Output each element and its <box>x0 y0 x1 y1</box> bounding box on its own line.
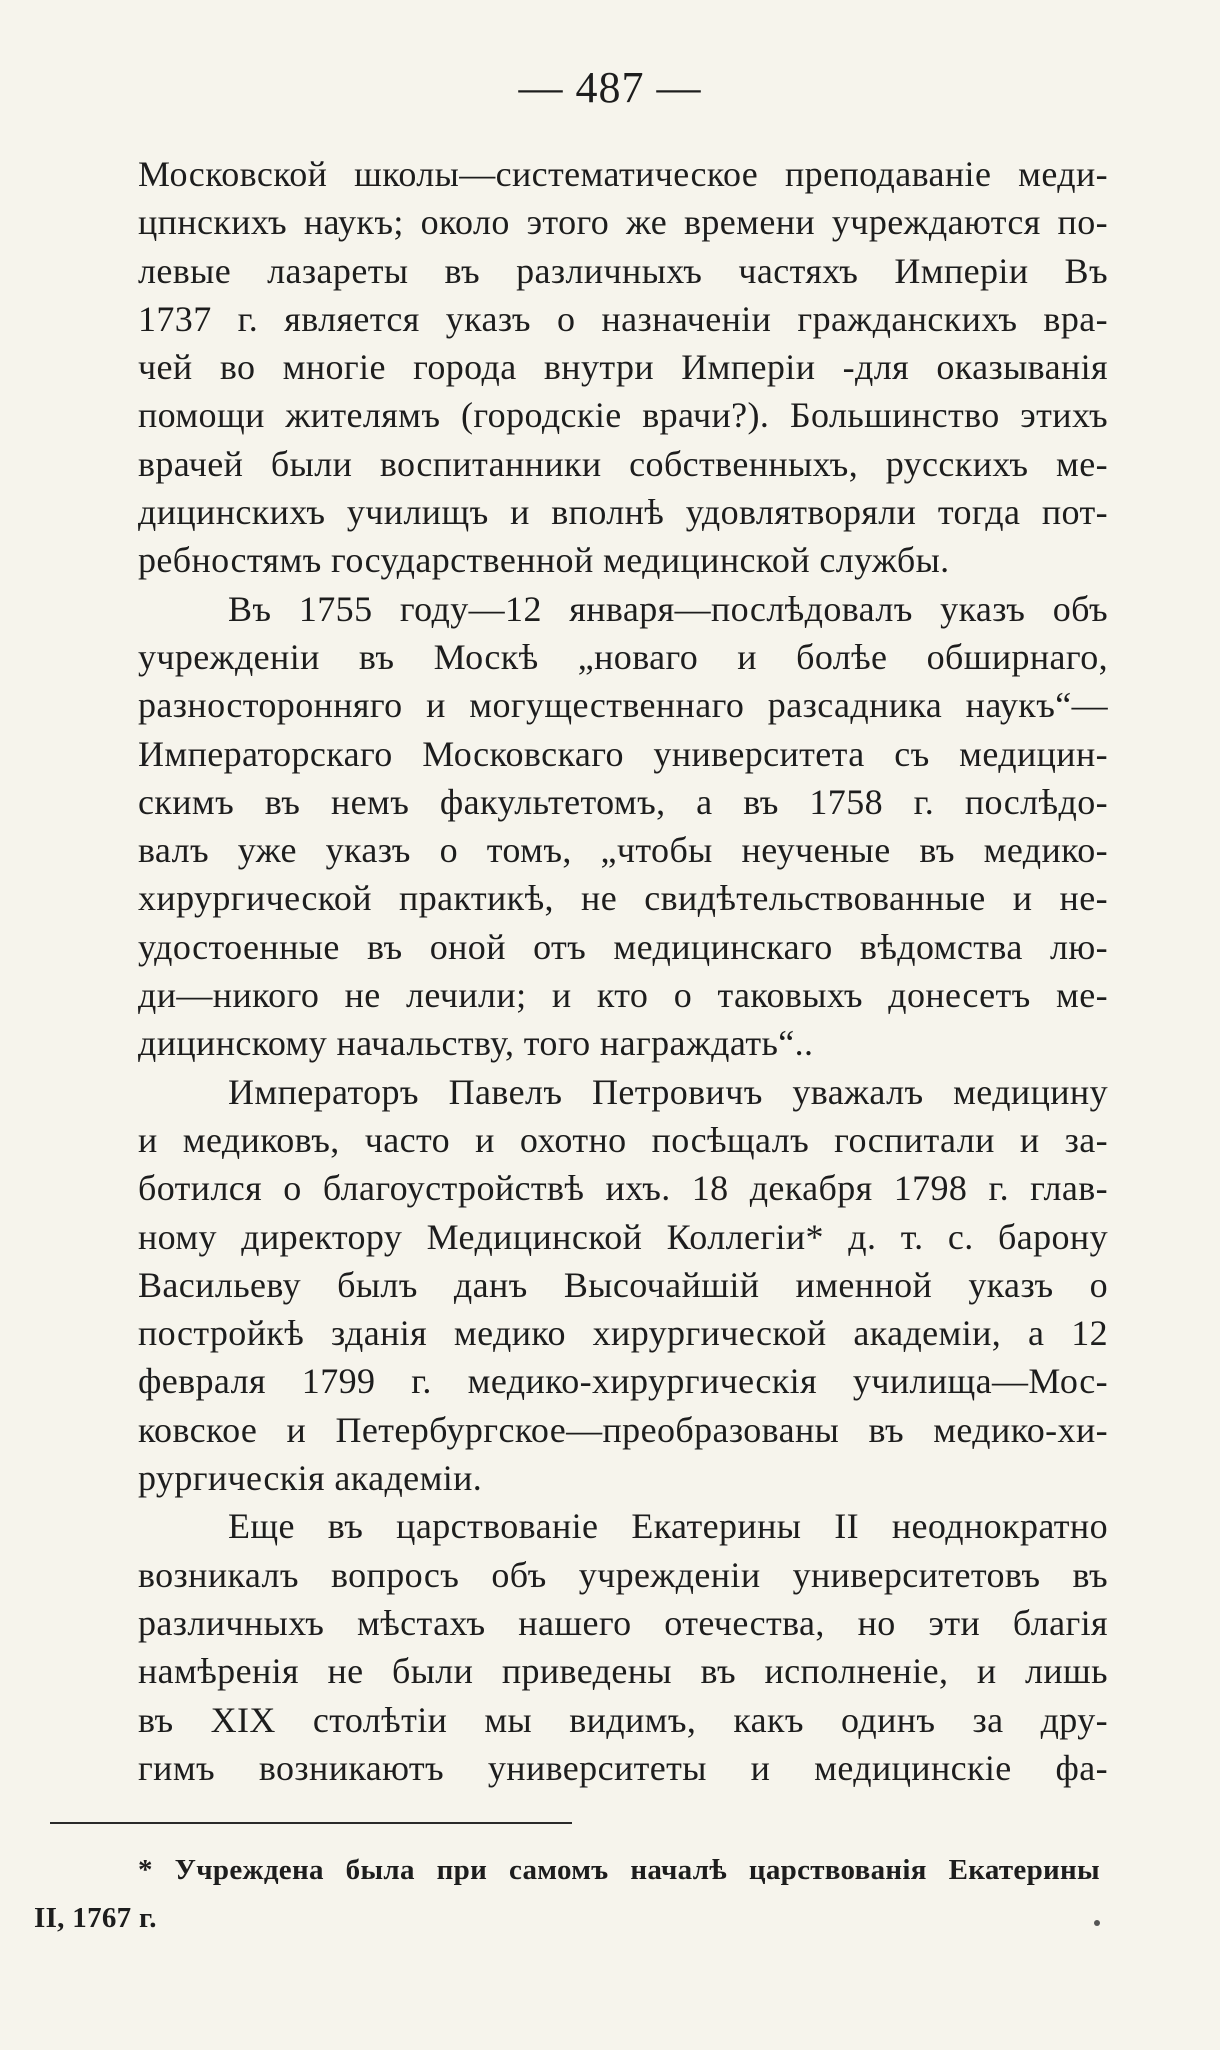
text-line: левые лазареты въ различныхъ частяхъ Имперiи Въ <box>138 250 1108 291</box>
text-line: хирургической практикѣ, не свидѣтельствованные и не- <box>138 878 1108 919</box>
text-line: Еще въ царствованiе Екатерины II неоднократно <box>228 1506 1108 1547</box>
text-line: рургическiя академiи. <box>138 1458 483 1499</box>
text-line: ковское и Петербургское—преобразованы въ медико-хи- <box>138 1409 1108 1450</box>
footnote <box>34 1846 1100 1942</box>
text-line: Императорскаго Московскаго университета съ медицин- <box>138 733 1108 774</box>
text-line: ботился о благоустройствѣ ихъ. 18 декабря 1798 г. глав- <box>138 1168 1108 1209</box>
text-line: Императоръ Павелъ Петровичъ уважалъ медицину <box>228 1071 1108 1112</box>
ink-speck <box>1094 1920 1100 1926</box>
text-line: и медиковъ, часто и охотно посѣщалъ госпитали и за- <box>138 1119 1108 1160</box>
text-line: возникалъ вопросъ объ учрежденiи университетовъ въ <box>138 1554 1108 1595</box>
text-line: Московской школы—систематическое преподаванiе меди- <box>138 154 1108 194</box>
text-line: удостоенные въ оной отъ медицинскаго вѣдомства лю- <box>138 926 1108 967</box>
footnote-line: II, 1767 г. <box>34 1902 157 1934</box>
text-line: ному директору Медицинской Коллегiи* д. т. с. барону <box>138 1216 1108 1257</box>
page-number: — 487 — <box>518 63 702 112</box>
text-line: дицинскихъ училищъ и вполнѣ удовлятворяли тогда пот- <box>138 492 1108 533</box>
text-line: гимъ возникаютъ университеты и медицинскiе фа- <box>138 1747 1108 1788</box>
text-line: февраля 1799 г. медико-хирургическiя училища—Мос- <box>138 1361 1108 1402</box>
text-line: дицинскому начальству, того награждать“.. <box>138 1023 814 1064</box>
text-line: разносторонняго и могущественнаго разсадника наукъ“— <box>138 685 1108 726</box>
text-line: учрежденiи въ Москѣ „новаго и болѣе обширнаго, <box>138 636 1108 677</box>
text-line: ребностямъ государственной медицинской службы. <box>138 540 950 581</box>
text-line: Въ 1755 году—12 января—послѣдовалъ указъ объ <box>228 588 1108 629</box>
text-line: цпнскихъ наукъ; около этого же времени учреждаются по- <box>138 202 1108 243</box>
text-line: чей во многiе города внутри Имперiи -для оказыванiя <box>138 347 1108 388</box>
text-line: помощи жителямъ (городскiе врачи?). Большинство этихъ <box>138 395 1108 436</box>
text-line: ди—никого не лечили; и кто о таковыхъ донесетъ ме- <box>138 975 1108 1016</box>
text-line: 1737 г. является указъ о назначенiи гражданскихъ вра- <box>138 298 1108 339</box>
text-line: валъ уже указъ о томъ, „чтобы неученые въ медико- <box>138 830 1108 871</box>
text-line: Васильеву былъ данъ Высочайшiй именной указъ о <box>138 1264 1108 1305</box>
text-line: скимъ въ немъ факультетомъ, а въ 1758 г. послѣдо- <box>138 781 1108 822</box>
body-text <box>138 150 1108 1792</box>
text-line: постройкѣ зданiя медико хирургической академiи, а 12 <box>138 1313 1108 1354</box>
text-line: въ XIX столѣтiи мы видимъ, какъ одинъ за дру- <box>138 1699 1108 1740</box>
text-line: различныхъ мѣстахъ нашего отечества, но эти благiя <box>138 1602 1108 1643</box>
text-line: намѣренiя не были приведены въ исполненiе, и лишь <box>138 1651 1108 1692</box>
footnote-line: * Учреждена была при самомъ началѣ царствованiя Екатерины <box>138 1854 1100 1886</box>
footnote-divider <box>50 1822 572 1824</box>
text-line: врачей были воспитанники собственныхъ, русскихъ ме- <box>138 443 1108 484</box>
